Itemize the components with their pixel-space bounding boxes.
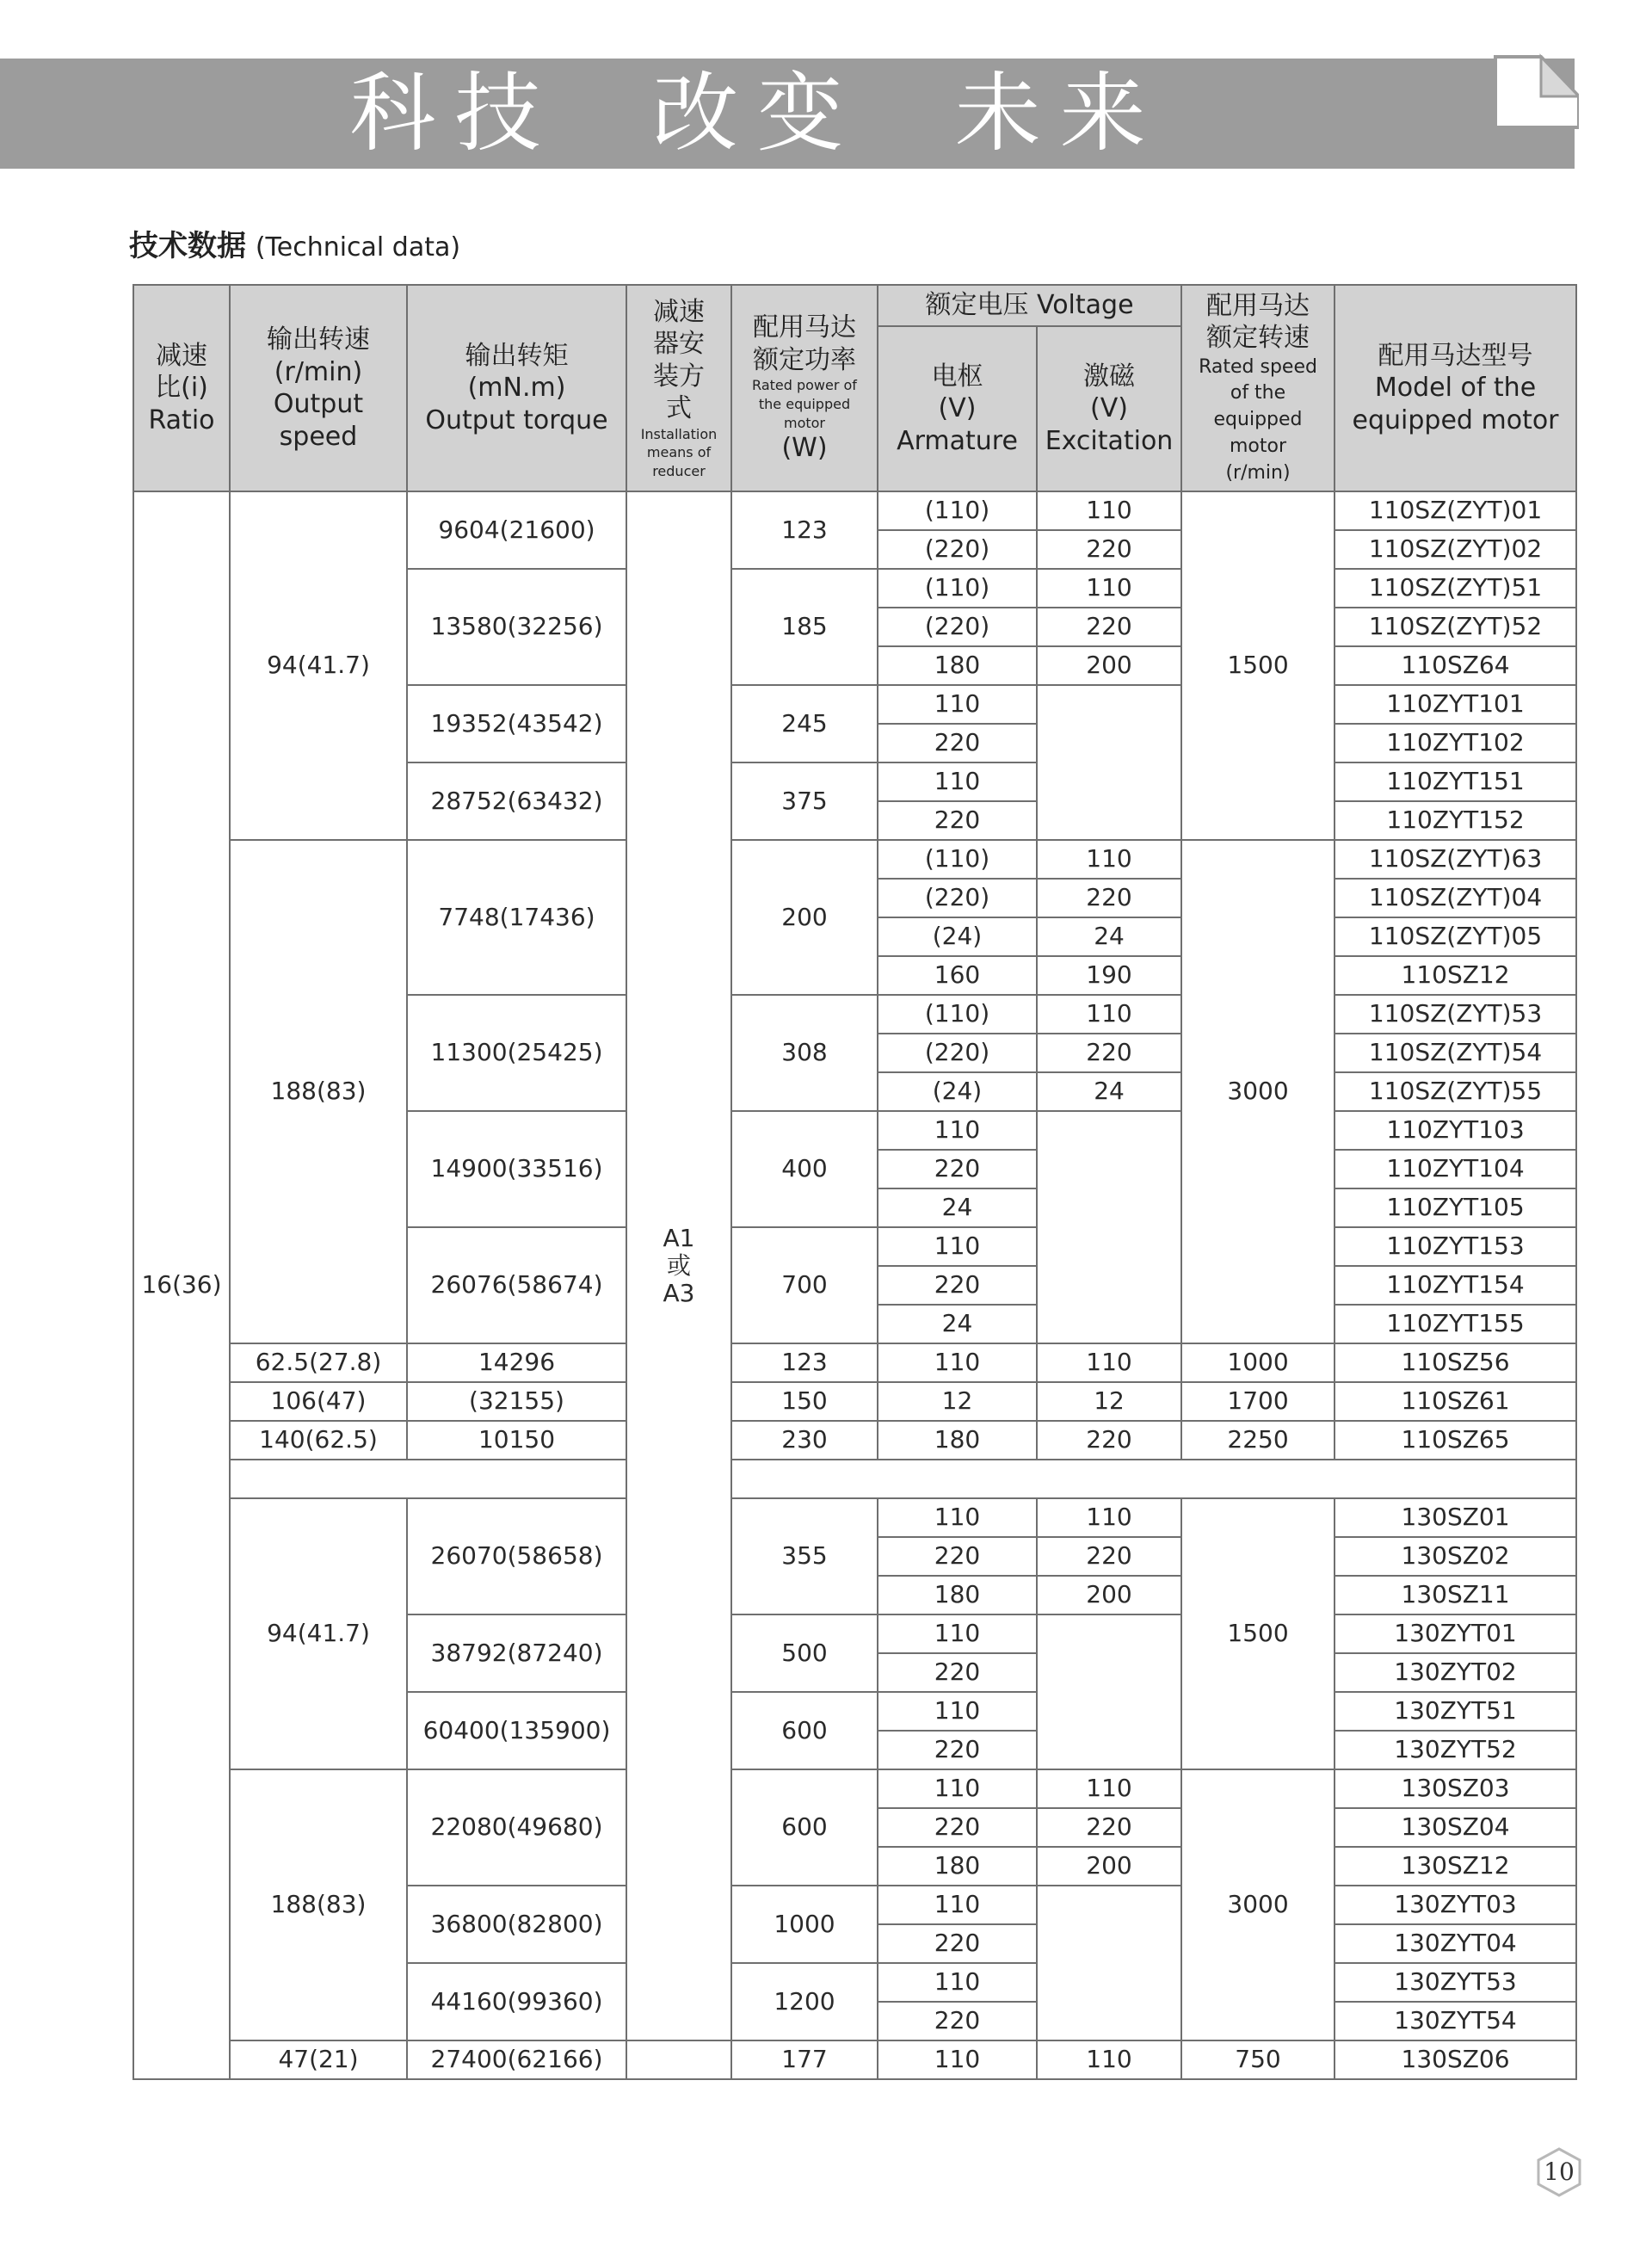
armature-cell: 110 — [878, 1614, 1037, 1653]
model-cell: 130SZ04 — [1335, 1808, 1576, 1847]
separator-right — [731, 1460, 1576, 1498]
speed-cell: 188(83) — [230, 1769, 407, 2040]
speed-cell: 188(83) — [230, 840, 407, 1343]
section-title-en: (Technical data) — [255, 232, 461, 262]
armature-cell: 160 — [878, 956, 1037, 995]
armature-cell: 180 — [878, 1847, 1037, 1886]
rated-speed-cell: 3000 — [1181, 1769, 1335, 2040]
model-cell: 110SZ12 — [1335, 956, 1576, 995]
header-installation: 减速 器安 装方 式 Installation means of reducer — [626, 285, 731, 491]
power-cell: 123 — [731, 1343, 878, 1382]
banner-title: 科技 改变 未来 — [349, 63, 1165, 164]
header-ratio: 减速 比(i) Ratio — [133, 285, 230, 491]
rated-speed-cell: 1500 — [1181, 491, 1335, 840]
armature-cell: 220 — [878, 1924, 1037, 1963]
armature-cell: (110) — [878, 995, 1037, 1034]
header-rated-speed: 配用马达 额定转速 Rated speed of the equipped motor (r/min) — [1181, 285, 1335, 491]
model-cell: 110ZYT152 — [1335, 801, 1576, 840]
power-cell: 200 — [731, 840, 878, 995]
model-cell: 110ZYT155 — [1335, 1305, 1576, 1343]
model-cell: 110SZ56 — [1335, 1343, 1576, 1382]
section-title — [129, 222, 460, 264]
model-cell: 110ZYT103 — [1335, 1111, 1576, 1150]
excitation-cell: 110 — [1037, 1343, 1181, 1382]
armature-cell: 110 — [878, 1692, 1037, 1731]
model-cell: 110SZ61 — [1335, 1382, 1576, 1421]
model-cell: 110SZ(ZYT)55 — [1335, 1072, 1576, 1111]
torque-cell: 36800(82800) — [407, 1886, 626, 1963]
excitation-cell: 110 — [1037, 569, 1181, 608]
torque-cell: 44160(99360) — [407, 1963, 626, 2040]
speed-cell: 140(62.5) — [230, 1421, 407, 1460]
corner-fold-icon — [1493, 53, 1579, 131]
excitation-cell: 110 — [1037, 995, 1181, 1034]
excitation-cell: 110 — [1037, 1498, 1181, 1537]
model-cell: 130ZYT51 — [1335, 1692, 1576, 1731]
power-cell: 245 — [731, 685, 878, 762]
power-cell: 600 — [731, 1769, 878, 1886]
rated-speed-cell: 1000 — [1181, 1343, 1335, 1382]
torque-cell: 11300(25425) — [407, 995, 626, 1111]
armature-cell: 220 — [878, 1653, 1037, 1692]
power-cell: 600 — [731, 1692, 878, 1769]
installation-cell-empty — [626, 2040, 731, 2079]
torque-cell: 7748(17436) — [407, 840, 626, 995]
armature-cell: 220 — [878, 1266, 1037, 1305]
speed-cell: 94(41.7) — [230, 1498, 407, 1769]
power-cell: 355 — [731, 1498, 878, 1614]
armature-cell: (24) — [878, 917, 1037, 956]
rated-speed-cell: 1500 — [1181, 1498, 1335, 1769]
excitation-cell: 110 — [1037, 491, 1181, 530]
armature-cell: 180 — [878, 1576, 1037, 1614]
armature-cell: (110) — [878, 569, 1037, 608]
power-cell: 400 — [731, 1111, 878, 1227]
model-cell: 130SZ12 — [1335, 1847, 1576, 1886]
model-cell: 110SZ(ZYT)54 — [1335, 1034, 1576, 1072]
excitation-cell: 110 — [1037, 840, 1181, 879]
armature-cell: 12 — [878, 1382, 1037, 1421]
model-cell: 110SZ(ZYT)63 — [1335, 840, 1576, 879]
power-cell: 500 — [731, 1614, 878, 1692]
header-output-torque: 输出转矩 (mN.m) Output torque — [407, 285, 626, 491]
model-cell: 130ZYT04 — [1335, 1924, 1576, 1963]
speed-cell: 47(21) — [230, 2040, 407, 2079]
model-cell: 110SZ(ZYT)51 — [1335, 569, 1576, 608]
armature-cell: (110) — [878, 840, 1037, 879]
model-cell: 130ZYT52 — [1335, 1731, 1576, 1769]
torque-cell: 10150 — [407, 1421, 626, 1460]
power-cell: 185 — [731, 569, 878, 685]
armature-cell: 24 — [878, 1188, 1037, 1227]
power-cell: 150 — [731, 1382, 878, 1421]
model-cell: 110ZYT153 — [1335, 1227, 1576, 1266]
excitation-cell-empty — [1037, 1886, 1181, 2040]
torque-cell: 26076(58674) — [407, 1227, 626, 1343]
armature-cell: 110 — [878, 2040, 1037, 2079]
power-cell: 1200 — [731, 1963, 878, 2040]
header-voltage: 额定电压 Voltage — [878, 285, 1181, 326]
speed-cell: 106(47) — [230, 1382, 407, 1421]
armature-cell: 110 — [878, 1343, 1037, 1382]
model-cell: 110SZ(ZYT)01 — [1335, 491, 1576, 530]
power-cell: 308 — [731, 995, 878, 1111]
model-cell: 110SZ(ZYT)53 — [1335, 995, 1576, 1034]
model-cell: 110SZ64 — [1335, 646, 1576, 685]
armature-cell: 220 — [878, 801, 1037, 840]
rated-speed-cell: 750 — [1181, 2040, 1335, 2079]
torque-cell: (32155) — [407, 1382, 626, 1421]
installation-cell: A1 或 A3 — [626, 491, 731, 2040]
excitation-cell: 200 — [1037, 646, 1181, 685]
power-cell: 1000 — [731, 1886, 878, 1963]
page-number: 10 — [1544, 2158, 1575, 2186]
power-cell: 230 — [731, 1421, 878, 1460]
armature-cell: 110 — [878, 1769, 1037, 1808]
excitation-cell: 12 — [1037, 1382, 1181, 1421]
excitation-cell-empty — [1037, 1614, 1181, 1769]
armature-cell: 180 — [878, 646, 1037, 685]
excitation-cell: 110 — [1037, 1769, 1181, 1808]
power-cell: 375 — [731, 762, 878, 840]
torque-cell: 19352(43542) — [407, 685, 626, 762]
excitation-cell: 24 — [1037, 1072, 1181, 1111]
excitation-cell: 220 — [1037, 530, 1181, 569]
torque-cell: 60400(135900) — [407, 1692, 626, 1769]
torque-cell: 14900(33516) — [407, 1111, 626, 1227]
torque-cell: 27400(62166) — [407, 2040, 626, 2079]
excitation-cell: 200 — [1037, 1847, 1181, 1886]
armature-cell: 220 — [878, 2002, 1037, 2040]
armature-cell: 110 — [878, 1111, 1037, 1150]
armature-cell: (220) — [878, 1034, 1037, 1072]
model-cell: 130ZYT54 — [1335, 2002, 1576, 2040]
header-excitation: 激磁 (V) Excitation — [1037, 326, 1181, 491]
excitation-cell-empty — [1037, 685, 1181, 840]
torque-cell: 26070(58658) — [407, 1498, 626, 1614]
armature-cell: (220) — [878, 879, 1037, 917]
model-cell: 130SZ02 — [1335, 1537, 1576, 1576]
technical-data-table — [133, 284, 1577, 2080]
torque-cell: 13580(32256) — [407, 569, 626, 685]
armature-cell: 110 — [878, 1498, 1037, 1537]
armature-cell: (220) — [878, 608, 1037, 646]
model-cell: 110ZYT154 — [1335, 1266, 1576, 1305]
armature-cell: (24) — [878, 1072, 1037, 1111]
armature-cell: 110 — [878, 762, 1037, 801]
armature-cell: 220 — [878, 724, 1037, 762]
speed-cell: 94(41.7) — [230, 491, 407, 840]
armature-cell: 220 — [878, 1808, 1037, 1847]
page-number-badge — [1533, 2146, 1585, 2198]
torque-cell: 28752(63432) — [407, 762, 626, 840]
header-motor-model: 配用马达型号 Model of the equipped motor — [1335, 285, 1576, 491]
power-cell: 177 — [731, 2040, 878, 2079]
armature-cell: 220 — [878, 1731, 1037, 1769]
excitation-cell: 220 — [1037, 1421, 1181, 1460]
excitation-cell: 220 — [1037, 1537, 1181, 1576]
model-cell: 110SZ(ZYT)52 — [1335, 608, 1576, 646]
excitation-cell: 110 — [1037, 2040, 1181, 2079]
section-title-cn: 技术数据 — [129, 229, 246, 263]
rated-speed-cell: 2250 — [1181, 1421, 1335, 1460]
torque-cell: 14296 — [407, 1343, 626, 1382]
armature-cell: (110) — [878, 491, 1037, 530]
header-armature: 电枢 (V) Armature — [878, 326, 1037, 491]
excitation-cell: 220 — [1037, 879, 1181, 917]
model-cell: 130ZYT01 — [1335, 1614, 1576, 1653]
header-output-speed: 输出转速 (r/min) Output speed — [230, 285, 407, 491]
excitation-cell: 24 — [1037, 917, 1181, 956]
model-cell: 130SZ01 — [1335, 1498, 1576, 1537]
excitation-cell: 220 — [1037, 1034, 1181, 1072]
armature-cell: 180 — [878, 1421, 1037, 1460]
armature-cell: 220 — [878, 1150, 1037, 1188]
armature-cell: 24 — [878, 1305, 1037, 1343]
model-cell: 110ZYT101 — [1335, 685, 1576, 724]
power-cell: 123 — [731, 491, 878, 569]
model-cell: 130ZYT03 — [1335, 1886, 1576, 1924]
armature-cell: 110 — [878, 1886, 1037, 1924]
ratio-cell: 16(36) — [133, 491, 230, 2079]
model-cell: 130ZYT53 — [1335, 1963, 1576, 2002]
rated-speed-cell: 3000 — [1181, 840, 1335, 1343]
armature-cell: 110 — [878, 685, 1037, 724]
model-cell: 110ZYT105 — [1335, 1188, 1576, 1227]
power-cell: 700 — [731, 1227, 878, 1343]
excitation-cell: 200 — [1037, 1576, 1181, 1614]
excitation-cell-empty — [1037, 1111, 1181, 1343]
torque-cell: 38792(87240) — [407, 1614, 626, 1692]
excitation-cell: 220 — [1037, 608, 1181, 646]
armature-cell: 110 — [878, 1963, 1037, 2002]
armature-cell: 220 — [878, 1537, 1037, 1576]
speed-cell: 62.5(27.8) — [230, 1343, 407, 1382]
header-rated-power: 配用马达 额定功率 Rated power of the equipped motor (W) — [731, 285, 878, 491]
model-cell: 110ZYT102 — [1335, 724, 1576, 762]
torque-cell: 22080(49680) — [407, 1769, 626, 1886]
model-cell: 130ZYT02 — [1335, 1653, 1576, 1692]
model-cell: 110ZYT151 — [1335, 762, 1576, 801]
model-cell: 110SZ(ZYT)04 — [1335, 879, 1576, 917]
excitation-cell: 220 — [1037, 1808, 1181, 1847]
model-cell: 130SZ11 — [1335, 1576, 1576, 1614]
model-cell: 110ZYT104 — [1335, 1150, 1576, 1188]
rated-speed-cell: 1700 — [1181, 1382, 1335, 1421]
separator-left — [230, 1460, 626, 1498]
torque-cell: 9604(21600) — [407, 491, 626, 569]
model-cell: 130SZ03 — [1335, 1769, 1576, 1808]
model-cell: 110SZ(ZYT)02 — [1335, 530, 1576, 569]
armature-cell: 110 — [878, 1227, 1037, 1266]
excitation-cell: 190 — [1037, 956, 1181, 995]
model-cell: 130SZ06 — [1335, 2040, 1576, 2079]
model-cell: 110SZ65 — [1335, 1421, 1576, 1460]
model-cell: 110SZ(ZYT)05 — [1335, 917, 1576, 956]
armature-cell: (220) — [878, 530, 1037, 569]
